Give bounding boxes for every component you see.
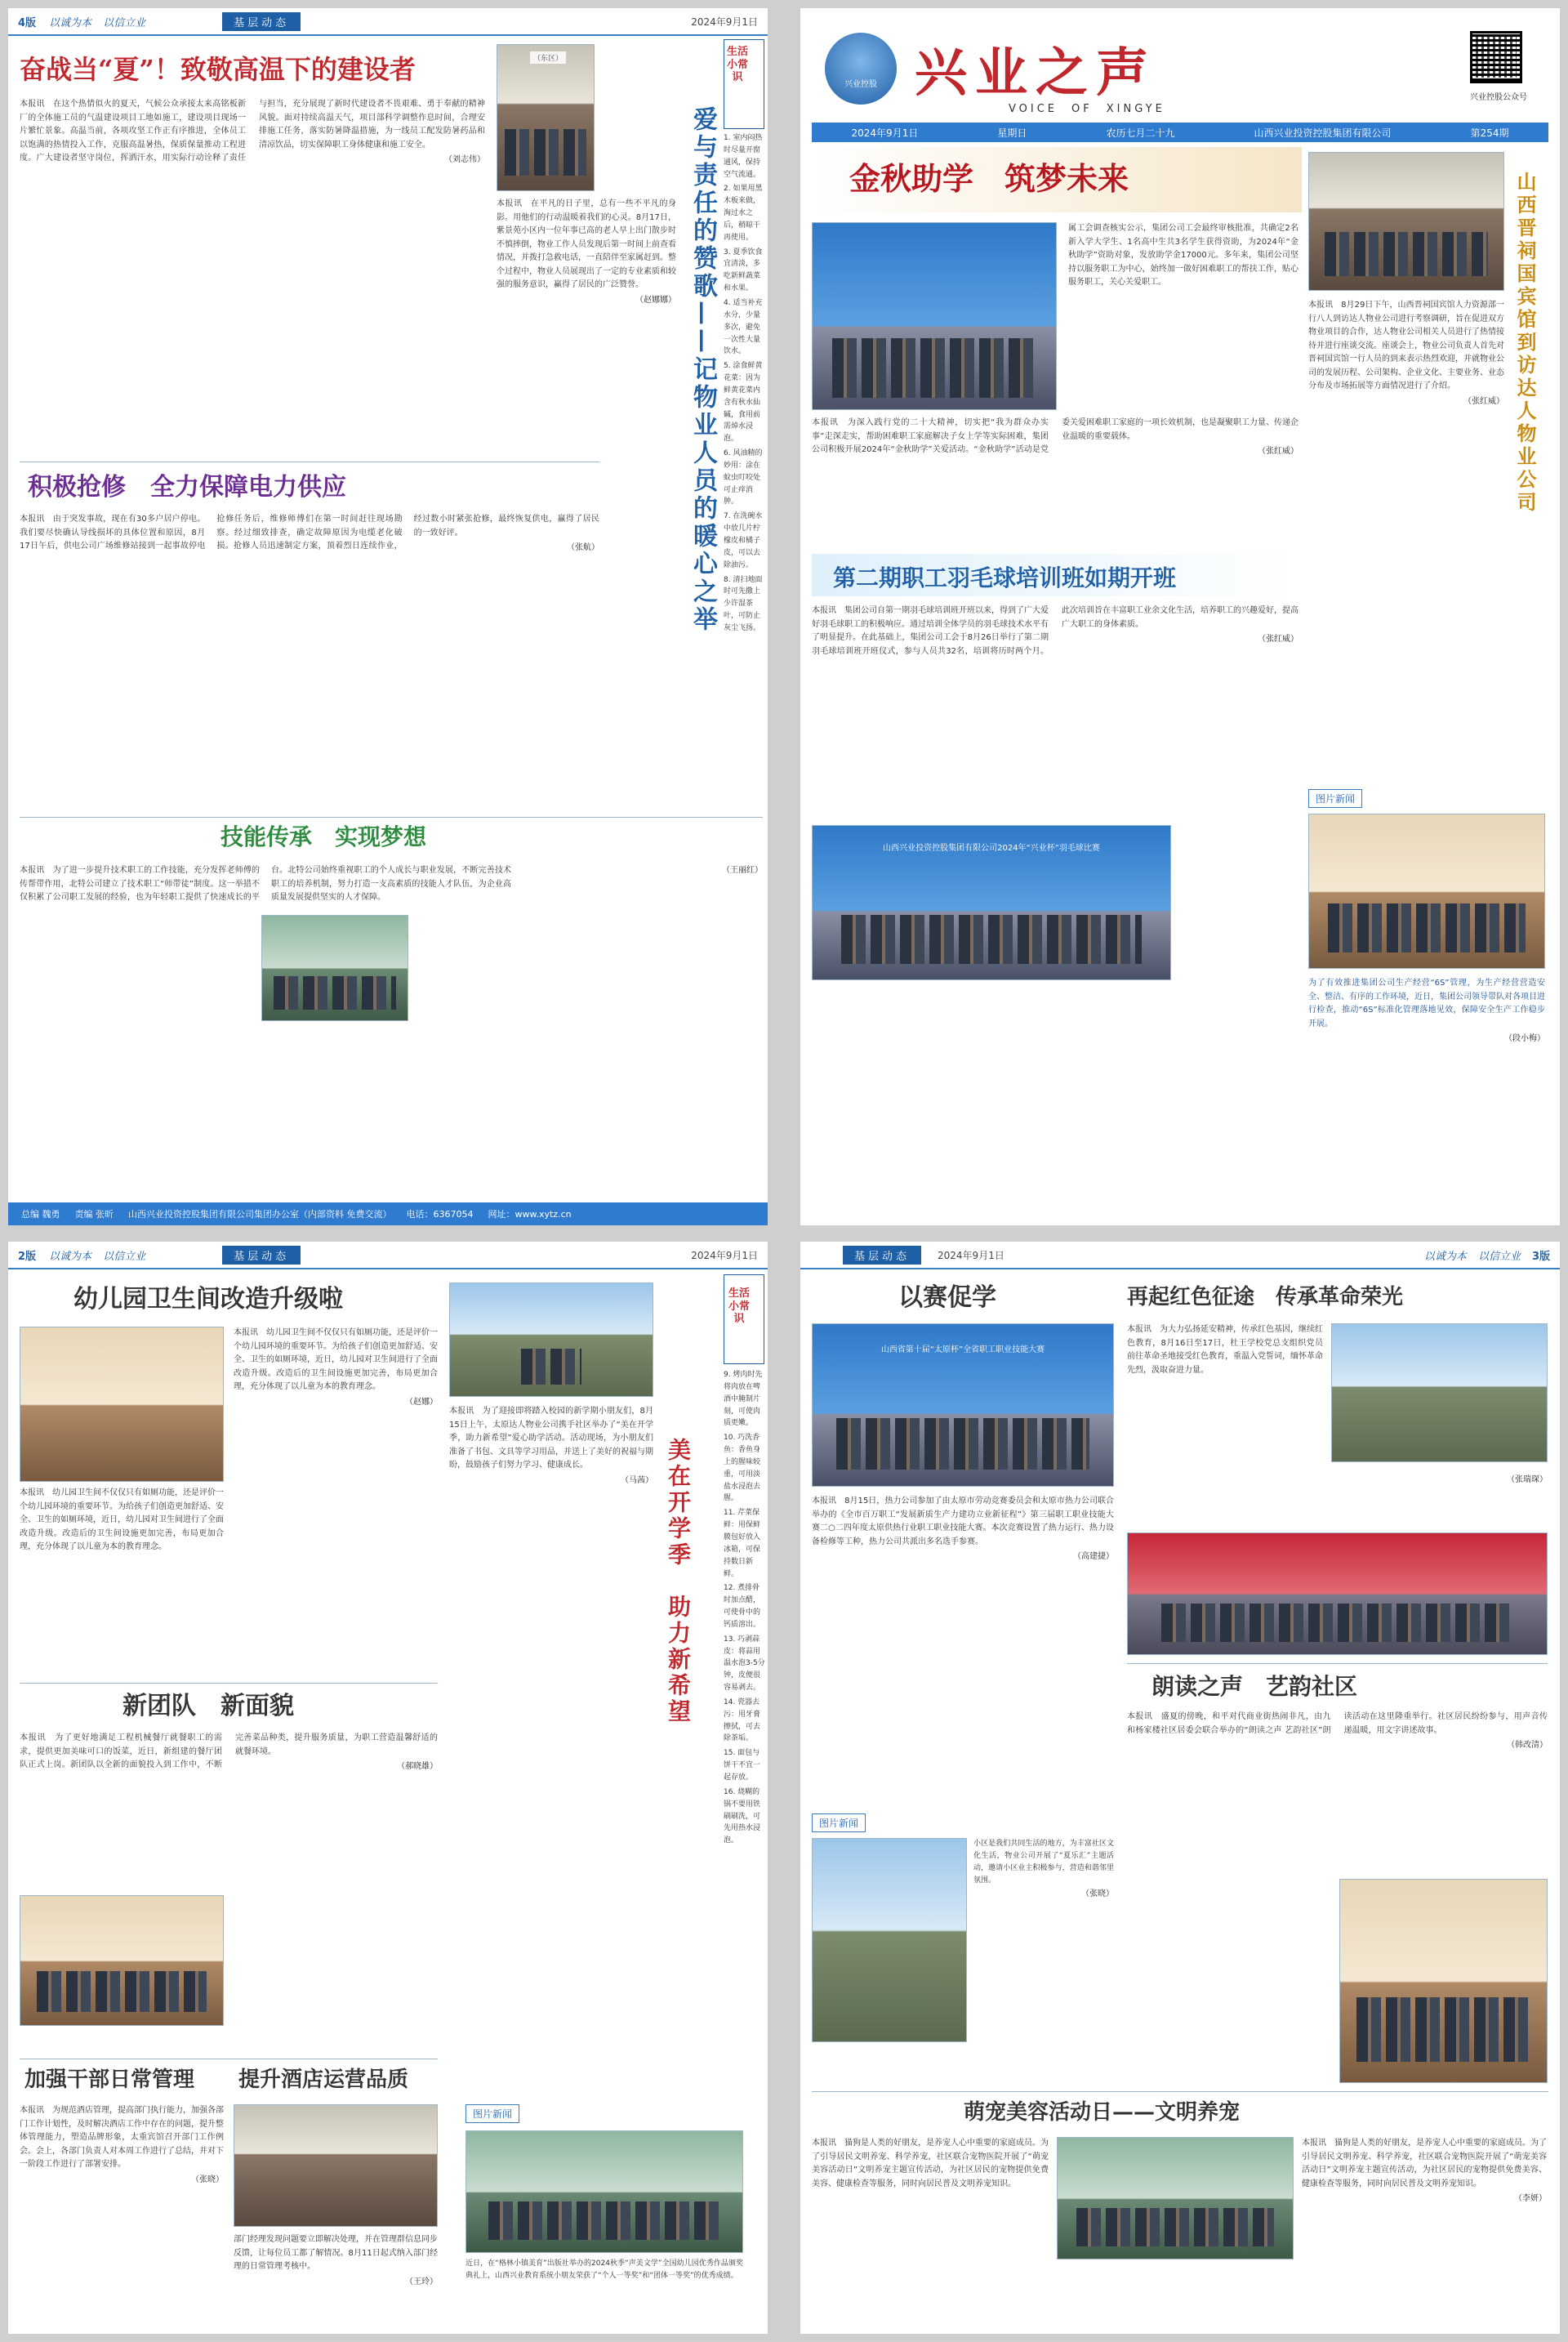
article-author: （张航） xyxy=(566,543,599,552)
article-text: 本报讯 幼儿园卫生间不仅仅只有如厕功能，还是评价一个幼儿园环境的重要环节。为给孩子们创造更加舒适、安全、卫生的如厕环境，近日，幼儿园对卫生间进行了全面改造升级。改造后的卫生间设施更加完善，布局更加合理，充分体现了以儿童为本的教育理念。 xyxy=(234,1328,438,1391)
article-author: （王丽红） xyxy=(722,866,763,875)
tip-item: 6. 风油精的妙用：涂在蚊虫叮咬处可止痒消肿。 xyxy=(724,449,763,506)
article-text: 本报讯 为大力弘扬延安精神，传承红色基因，继续红色教育，8月16日至17日，杜王学校党总支组织党员前往革命圣地接受红色教育，重温入党誓词，缅怀革命先烈，汲取奋进力量。 xyxy=(1127,1325,1323,1375)
tip-item: 2. 如果用黑木板来做，淘过水之后，稍晾干再使用。 xyxy=(724,185,763,242)
article-body xyxy=(20,1487,224,1675)
life-tips-list xyxy=(724,1369,766,1925)
caption-author: （段小梅） xyxy=(1504,1034,1545,1043)
issue-date: 2024年9月1日 xyxy=(851,127,919,139)
article-body xyxy=(20,864,763,1191)
page-3-masthead xyxy=(800,1242,1560,1269)
qr-label: 兴业控股公众号 xyxy=(1470,93,1527,102)
article-title: 新团队 新面貌 xyxy=(122,1692,294,1720)
article-title: 金秋助学 筑梦未来 xyxy=(849,160,1129,197)
masthead-title: 兴业之声 xyxy=(915,42,1156,104)
slogan-2: 以信立业 xyxy=(103,1250,146,1263)
article-title: 再起红色征途 传承革命荣光 xyxy=(1127,1285,1404,1309)
article-photo xyxy=(234,2104,438,2227)
page-footer xyxy=(8,1202,768,1225)
article-author: （张红威） xyxy=(1258,447,1298,456)
issue-date: 2024年9月1日 xyxy=(938,1249,1004,1261)
article-author: （王玲） xyxy=(405,2277,438,2286)
article-photo xyxy=(20,1895,224,2026)
masthead-subtitle: VOICE OF XINGYE xyxy=(1009,103,1165,115)
photo-news-caption xyxy=(973,1838,1114,2050)
footer-org: 山西兴业投资控股集团有限公司集团办公室（内部资料 免费交流） xyxy=(128,1209,392,1220)
slogan-2: 以信立业 xyxy=(103,16,146,29)
article-text: 本报讯 猫狗是人类的好朋友，是养宠人心中重要的家庭成员。为了引导居民文明养宠、科学养宠，社区联合宠物医院开展了“萌宠美容活动日”文明养宠主题宣传活动，为社区居民的宠物提供免费美容、健康检查等服务，同时向居民普及文明养宠知识。 xyxy=(1302,2139,1547,2188)
weekday: 星期日 xyxy=(997,127,1027,139)
article-author: （李妍） xyxy=(1514,2194,1547,2203)
article-photo xyxy=(812,825,1171,980)
article-title: 加强干部日常管理 xyxy=(24,2068,195,2092)
banner-text: 山西兴业投资控股集团有限公司2024年“兴业杯”羽毛球比赛 xyxy=(883,844,1100,853)
article-author: （张瑞琛） xyxy=(1507,1475,1548,1484)
news-photo xyxy=(1308,814,1545,969)
tip-item: 15. 面包与饼干不宜一起存放。 xyxy=(724,1749,761,1782)
article-photo xyxy=(20,1327,224,1482)
article-author: （张晓） xyxy=(191,2175,224,2184)
date-bar xyxy=(812,123,1548,142)
article-photo xyxy=(1331,1323,1548,1462)
article-text: 本报讯 猫狗是人类的好朋友，是养宠人心中重要的家庭成员。为了引导居民文明养宠、科学养宠，社区联合宠物医院开展了“萌宠美容活动日”文明养宠主题宣传活动，为社区居民的宠物提供免费美容、健康检查等服务，同时向居民普及文明养宠知识。 xyxy=(812,2139,1049,2188)
logo-icon xyxy=(825,33,897,105)
slogan-1: 以诚为本 xyxy=(49,16,92,29)
slogan-2: 以信立业 xyxy=(1477,1250,1521,1263)
life-tips-label: 生活小常识 xyxy=(725,1283,753,1331)
article-text: 部门经理发现问题要立即解决处理，并在管理群信息同步反馈，让每位员工都了解情况。8月11日起式纳入部门经理的日常管理考核中。 xyxy=(234,2235,438,2271)
article-text: 本报讯 8月15日，热力公司参加了由太原市劳动竞赛委员会和太原市热力公司联合举办的《全市百万职工“发展新质生产力建功立业新征程”》第三届职工职业技能大赛二○二四年度太原供热行业职工职业技能大赛。本次竞赛设置了热力运行、热力设备检修等工种，热力公司共派出多名选手参赛。 xyxy=(812,1497,1114,1546)
article-title: 技能传承 实现梦想 xyxy=(220,823,427,850)
news-photo xyxy=(812,1838,967,2042)
article-body xyxy=(812,417,1298,547)
tip-item: 4. 适当补充水分，少量多次，避免一次性大量饮水。 xyxy=(724,298,763,356)
article-photo xyxy=(812,222,1057,410)
tip-item: 16. 烧糊的锅不要用铁刷刷洗，可先用热水浸泡。 xyxy=(724,1787,761,1845)
news-photo xyxy=(466,2130,743,2253)
article-title: 萌宠美容活动日——文明养宠 xyxy=(964,2100,1241,2125)
photo-news-caption: 近日，在“格林小镇美育”出版社举办的2024秋季“声美文学”全国幼儿园优秀作品颁奖典礼上，山西兴业教育系统小朋友荣获了“个人一等奖”和“团体一等奖”的优秀成绩。 xyxy=(466,2259,743,2280)
issue-date: 2024年9月1日 xyxy=(691,16,758,28)
article-title: 积极抢修 全力保障电力供应 xyxy=(28,473,346,502)
tip-item: 5. 涂食鲜黄花菜：因为鲜黄花菜内含有秋水仙碱，食用前需焯水浸泡。 xyxy=(724,362,763,444)
article-photo xyxy=(1339,1879,1548,2083)
article-body-continued xyxy=(234,1327,438,1670)
article-title: 以赛促学 xyxy=(898,1283,996,1312)
article-body xyxy=(20,98,485,261)
article-text: 本报讯 为深入践行党的二十大精神，切实把“我为群众办实事”走深走实，帮助困难职工家庭解决子女上学等实际困难，集团公司积极开展2024年“金秋助学”关爱活动。“金秋助学”活动是党委关爱困难职工家庭的一项长效机制，也是凝聚职工力量、传递企业温暖的重要载体。 xyxy=(812,418,1298,454)
article-body xyxy=(1308,299,1504,683)
page-4-masthead xyxy=(8,8,768,36)
article-photo xyxy=(1127,1532,1548,1655)
issue-date: 2024年9月1日 xyxy=(691,1249,758,1261)
life-tips-list xyxy=(724,132,766,835)
page-2-masthead xyxy=(8,1242,768,1269)
photo-news-label: 图片新闻 xyxy=(812,1813,866,1832)
article-title: 朗读之声 艺韵社区 xyxy=(1152,1673,1358,1700)
tip-item: 3. 夏季饮食宜清淡，多吃新鲜蔬菜和水果。 xyxy=(724,248,763,293)
article-photo xyxy=(449,1283,653,1397)
tip-item: 9. 烤肉时先将肉放在啤酒中腌制片刻，可使肉质更嫩。 xyxy=(724,1371,763,1428)
article-body xyxy=(812,604,1298,792)
article-text: 本报讯 8月29日下午，山西晋祠国宾馆人力资源部一行八人到访达人物业公司进行考察调研，旨在促进双方物业项目的合作，达人物业公司相关人员进行了热情接待并进行座谈交流。座谈会上，物业公司负责人首先对晋祠国宾馆一行人员的到来表示热烈欢迎，并就物业公司的发展历程、公司架构、企业文化、主要业务、业态分布及市场拓展等方面情况进行了介绍。 xyxy=(1308,301,1504,390)
article-text: 本报讯 由于突发事故，现在有30多户居户停电。我们要尽快确认导线损坏的具体位置和原因，8月17日午后，供电公司广场维修站接到一起事故停电抢修任务后，维修师傅们在第一时间赶往现场勘察。经过细致排查，确定故障原因为电缆老化破损。抢修人员迅速制定方案，顶着烈日连续作业，经过数小时紧张抢修，最终恢复供电，赢得了居民的一致好评。 xyxy=(20,515,599,551)
article-author: （马茜） xyxy=(621,1475,653,1485)
vertical-headline: 美在开学季 助力新希望 xyxy=(665,1438,692,1725)
article-body xyxy=(1127,1323,1323,1528)
publisher: 山西兴业投资控股集团有限公司 xyxy=(1254,127,1392,139)
article-title: 幼儿园卫生间改造升级啦 xyxy=(74,1285,343,1314)
vertical-headline: 山西晋祠国宾馆到访达人物业公司 xyxy=(1513,172,1537,515)
vertical-headline: 爱与责任的赞歌——记物业人员的暖心之举 xyxy=(688,106,717,634)
page-1 xyxy=(800,8,1560,1225)
page-number: 3版 xyxy=(1531,1250,1550,1263)
column-name: 基层动态 xyxy=(222,12,301,31)
article-photo xyxy=(1057,2137,1294,2259)
article-text: 本报讯 为了更好地满足工程机械餐厅就餐职工的需求，提供更加美味可口的饭菜，近日，新组建的餐厅团队正式上岗。新团队以全新的面貌投入到工作中，不断完善菜品种类，提升服务质量，为职工营造温馨舒适的就餐环境。 xyxy=(20,1733,438,1769)
issue-number: 第254期 xyxy=(1470,127,1509,139)
article-body xyxy=(812,2137,1049,2325)
article-text: 本报讯 盛夏的傍晚，和平对代商业街热闹非凡，由九和杨家楼社区居委会联合举办的“朗读之声 艺韵社区”朗读活动在这里隆重举行。社区居民纷纷参与，用声音传递温暖，用文字讲述故事。 xyxy=(1127,1712,1548,1735)
tip-item: 12. 煮排骨时加点醋，可使骨中的钙质溶出。 xyxy=(724,1584,761,1629)
article-body xyxy=(449,1405,653,1887)
qr-code-icon[interactable] xyxy=(1470,31,1522,83)
article-author: （张红威） xyxy=(1463,396,1504,406)
photo-news-label: 图片新闻 xyxy=(466,2104,519,2123)
article-body xyxy=(812,1495,1114,1805)
photo-news-label: 图片新闻 xyxy=(1308,789,1362,808)
caption-author: （张晓） xyxy=(1081,1889,1114,1899)
slogan-1: 以诚为本 xyxy=(49,1250,92,1263)
article-body xyxy=(20,2104,224,2325)
tip-item: 10. 巧洗香鱼：香鱼身上的腥味较重，可用淡盐水浸泡去腥。 xyxy=(724,1434,761,1503)
article-title: 提升酒店运营品质 xyxy=(238,2068,409,2092)
page-3 xyxy=(800,1242,1560,2334)
article-author: （张红威） xyxy=(1258,635,1298,644)
article-photo xyxy=(812,1323,1114,1487)
article-author: （高建捷） xyxy=(1073,1552,1114,1561)
footer-chief-editor: 总编 魏勇 xyxy=(21,1209,60,1220)
article-body-continued xyxy=(1302,2137,1547,2325)
article-text: 本报讯 为了进一步提升技术职工的工作技能，充分发挥老师傅的传帮带作用，北特公司建立了技术职工“师带徒”制度。这一举措不仅积累了公司职工发展的经验，也为年轻职工提供了快速成长的平台。北特公司始终重视职工的个人成长与职业发展，不断完善技术职工的培养机制，努力打造一支高素质的技能人才队伍，为企业高质量发展提供坚实的人才保障。 xyxy=(20,866,511,902)
tip-item: 11. 芹菜保鲜：用保鲜膜包好放入冰箱，可保持数日新鲜。 xyxy=(724,1509,761,1578)
photo-caption: （东区） xyxy=(530,51,566,64)
life-tips-label: 生活小常识 xyxy=(724,41,751,89)
tip-item: 7. 在洗碗水中放几片柠檬皮和橘子皮，可以去除油污。 xyxy=(724,512,763,569)
story-author: （赵娜娜） xyxy=(635,295,676,305)
article-intro: 属工会调查核实公示，集团公司工会最终审核批准，共确定2名新入学大学生、1名高中生共3名学生获得资助，为2024年“金秋助学”资助对象，发放助学金17000元。多年来，集团公司坚持以服务职工为中心，始终加一做好困难职工的帮扶工作，贴心服务职工，关心关爱职工。 xyxy=(1068,224,1298,287)
slogan-1: 以诚为本 xyxy=(1423,1250,1467,1263)
lunar-date: 农历七月二十九 xyxy=(1106,127,1175,139)
article-body xyxy=(1127,1711,1548,1874)
article-body xyxy=(234,2233,438,2325)
footer-editor: 责编 张昕 xyxy=(74,1209,114,1220)
article-text: 本报讯 为了迎接即将踏入校园的新学期小朋友们，8月15日上午，太原达人物业公司携手社区举办了“美在开学季，助力新希望”爱心助学活动。活动现场，为小朋友们准备了书包、文具等学习用品，并送上了美好的祝福与期盼，鼓励孩子们努力学习、健康成长。 xyxy=(449,1407,653,1470)
column-name: 基层动态 xyxy=(222,1246,301,1265)
page-4 xyxy=(8,8,768,1225)
article-text: 本报讯 为规范酒店管理，提高部门执行能力，加强各部门工作计划性，及时解决酒店工作中存在的问题，提升整体管理能力，塑造品牌形象，太重宾馆召开部门工作例会。会上，各部门负责人对本周工作进行了总结，并对下一阶段工作进行了部署安排。 xyxy=(20,2106,224,2169)
story-text: 本报讯 在平凡的日子里，总有一些不平凡的身影。用他们的行动温暖着我们的心灵。8月17日，紫景苑小区内一位年事已高的老人早上出门散步时不慎摔倒，物业工作人员发现后第一时间上前查看情况，并拨打急救电话，一直陪伴至家属赶到。整个过程中，物业人员展现出了一定的专业素质和较强的服务意识，赢得了居民的广泛赞誉。 xyxy=(497,199,676,289)
tip-item: 14. 瓷器去污：用牙膏擦拭，可去除茶垢。 xyxy=(724,1697,761,1743)
footer-phone: 电话：6367054 xyxy=(406,1209,474,1220)
article-body xyxy=(20,1732,438,1887)
caption-text: 为了有效推进集团公司生产经营“6S”管理，为生产经营营造安全、整洁、有序的工作环境，近日，集团公司领导带队对各项目进行检查，推动“6S”标准化管理落地见效，保障安全生产工作稳步开展。 xyxy=(1308,979,1545,1028)
photo-news-caption xyxy=(1308,977,1545,1059)
tip-item: 13. 巧剥蒜皮：将蒜用温水泡3-5分钟，皮便很容易剥去。 xyxy=(724,1635,765,1693)
column-name: 基层动态 xyxy=(843,1246,921,1265)
article-author: （郝晓雄） xyxy=(397,1762,438,1771)
page-number: 4版 xyxy=(18,16,37,29)
article-author: （赵娜） xyxy=(405,1397,438,1407)
article-author: （刘志伟） xyxy=(444,155,485,164)
footer-website[interactable]: 网址：www.xytz.cn xyxy=(488,1209,572,1220)
article-text: 本报讯 在这个热情似火的夏天，气候公众承接太来高铭板新厂的全体施工员的气温建设项目工地如施工，建设项目现场一片繁忙景象。高温当前，各项攻坚工作正有序推进，全体员工以饱满的热情投入工作，克服高温暑热，保质保量推动工程进度。广大建设者坚守岗位，挥洒汗水，用实际行动诠释了责任与担当，充分展现了新时代建设者不畏艰难、勇于奉献的精神风貌。面对持续高温天气，项目部科学调整作息时间，合理安排施工任务，落实防暑降温措施，为一线员工配发防暑药品和清凉饮品，切实保障职工身体健康和施工安全。 xyxy=(20,100,485,163)
logo-text: 兴业控股 xyxy=(844,80,877,89)
banner-text: 山西省第十届“太原杯”全省职工职业技能大赛 xyxy=(880,1345,1045,1354)
page-number: 2版 xyxy=(18,1250,37,1263)
article-title: 奋战当“夏”！致敬高温下的建设者 xyxy=(20,54,416,85)
story-body xyxy=(497,198,676,729)
article-photo xyxy=(1308,152,1504,291)
article-author: （韩改清） xyxy=(1507,1741,1548,1750)
tip-item: 8. 清扫地面时可先撒上少许湿茶叶，可防止灰尘飞扬。 xyxy=(724,575,763,632)
article-text: 本报讯 集团公司自第一期羽毛球培训班开班以来，得到了广大爱好羽毛球职工的积极响应。通过培训全体学员的羽毛球技术水平有了明显提升。在此基础上，集团公司工会于8月26日举行了第二期羽毛球培训班开班仪式，参与人员共32名，培训将历时两个月。此次培训旨在丰富职工业余文化生活，培养职工的兴趣爱好，提高广大职工的身体素质。 xyxy=(812,606,1298,656)
article-title: 第二期职工羽毛球培训班如期开班 xyxy=(833,564,1177,591)
article-photo xyxy=(497,44,595,191)
article-text: 本报讯 幼儿园卫生间不仅仅只有如厕功能，还是评价一个幼儿园环境的重要环节。为给孩子们创造更加舒适、安全、卫生的如厕环境，近日，幼儿园对卫生间进行了全面改造升级。改造后的卫生间设施更加完善，布局更加合理，充分体现了以儿童为本的教育理念。 xyxy=(20,1488,224,1551)
caption-text: 小区是我们共同生活的地方，为丰富社区文化生活，物业公司开展了“夏乐汇”主题活动，邀请小区业主积极参与，营造和谐邻里氛围。 xyxy=(973,1840,1114,1885)
tip-item: 1. 室内闷热时尽量开窗通风，保持空气流通。 xyxy=(724,134,763,179)
page-2 xyxy=(8,1242,768,2334)
